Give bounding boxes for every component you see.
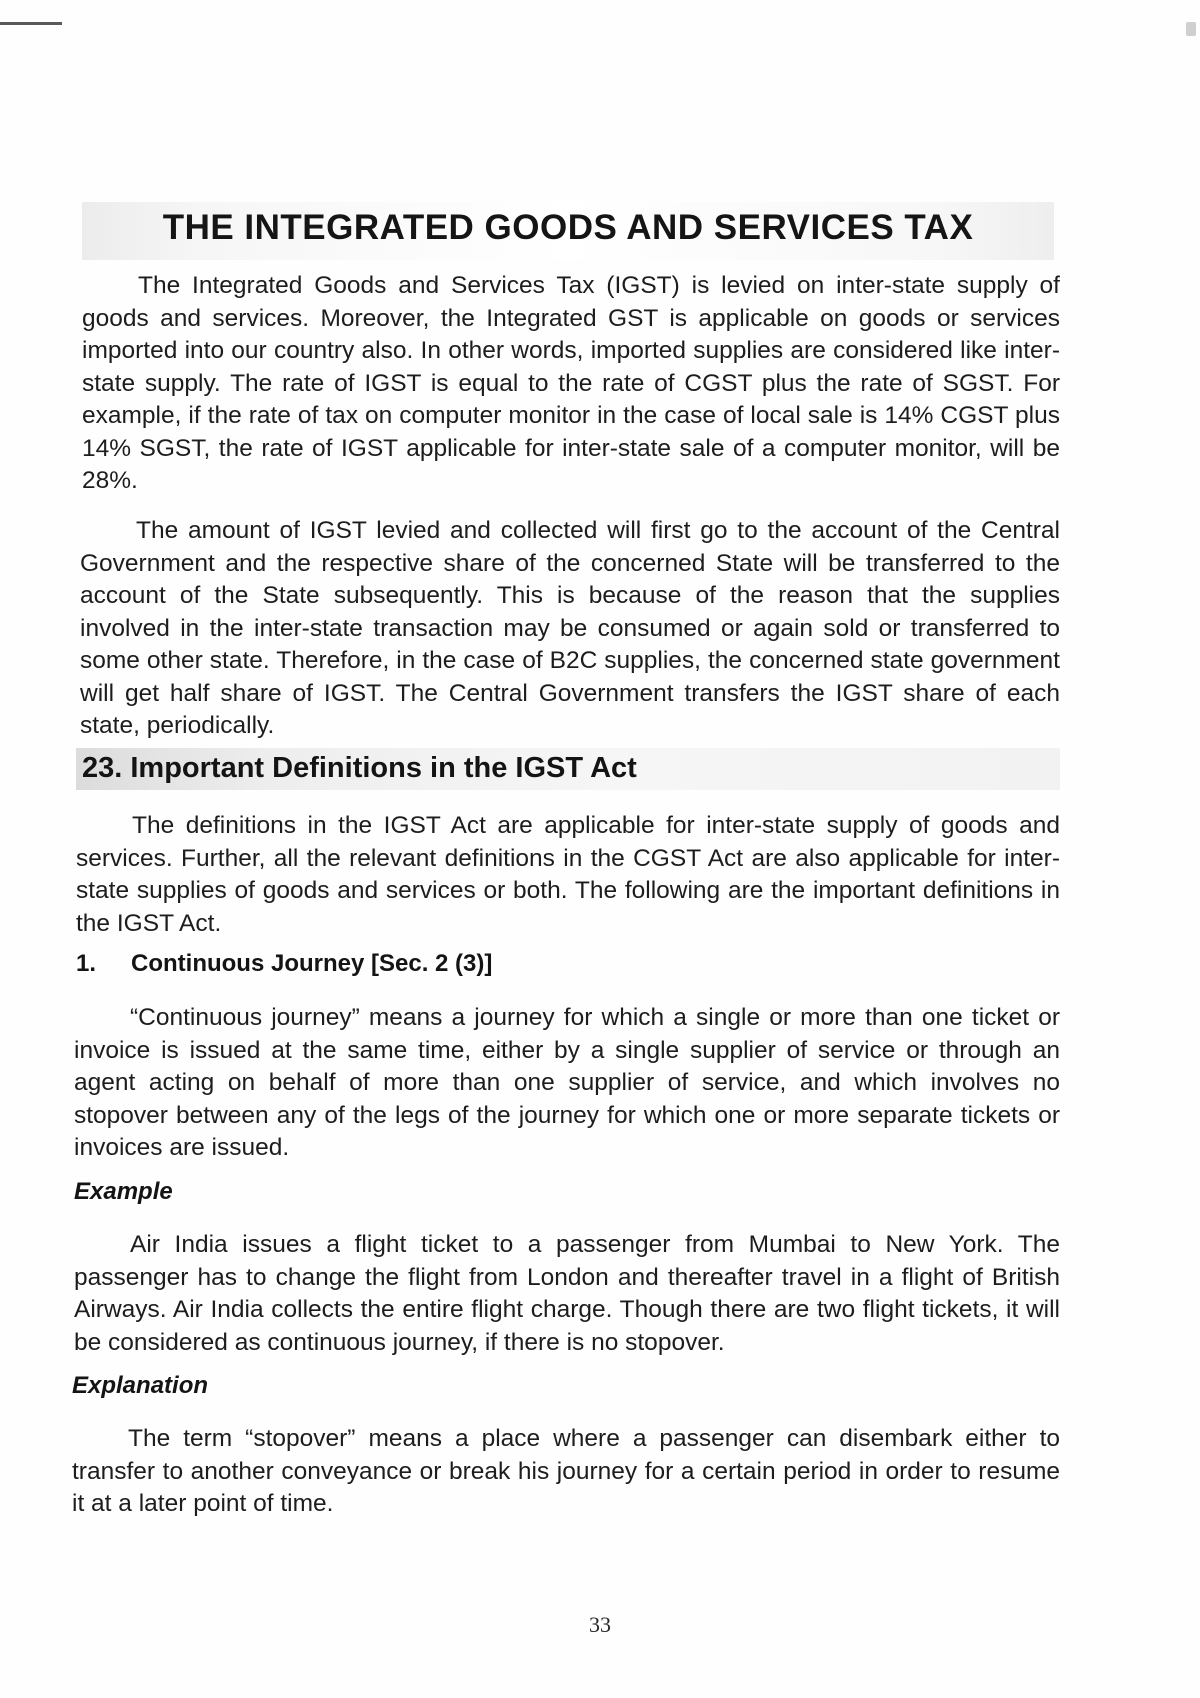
section-heading: 23. Important Definitions in the IGST Act (82, 752, 637, 784)
scan-edge-mark (0, 22, 62, 25)
page-title: THE INTEGRATED GOODS AND SERVICES TAX (162, 208, 974, 247)
explanation-label: Explanation (72, 1372, 209, 1399)
page-number: 33 (589, 1612, 611, 1637)
definition-title: Continuous Journey [Sec. 2 (3)] (131, 950, 493, 977)
intro-paragraph-1: The Integrated Goods and Services Tax (IGST) is levied on inter-state supply of goods and services. Moreover, the Integrated GST is applicable on goods or services imported into our country also. In other words, imported supplies are considered like inter-state supply. The rate of IGST is equal to the rate of CGST plus the rate of SGST. For example, if the rate of tax on computer monitor in the case of local sale is 14% CGST plus 14% SGST, the rate of IGST applicable for inter-state sale of a computer monitor, will be 28%. (82, 272, 1060, 494)
section-intro-paragraph: The definitions in the IGST Act are applicable for inter-state supply of goods and services. Further, all the relevant definitions in the CGST Act are also applicable for inter-state supplies of goods and services or both. The following are the important definitions in the IGST Act. (76, 812, 1060, 937)
definition-text: “Continuous journey” means a journey for which a single or more than one ticket or invoice is issued at the same time, either by a single supplier of service or through an agent acting on behalf of more than one supplier of service, and which involves no stopover between any of the legs of the journey for which one or more separate tickets or invoices are issued. (74, 1004, 1060, 1161)
definition-heading (76, 950, 492, 978)
example-label: Example (74, 1178, 173, 1205)
example-text: Air India issues a flight ticket to a passenger from Mumbai to New York. The passenger has to change the flight from London and thereafter travel in a flight of British Airways. Air India collects the entire flight charge. Though there are two flight tickets, it will be considered as continuous journey, if there is no stopover. (74, 1231, 1060, 1356)
definition-number: 1. (76, 950, 97, 977)
intro-paragraph-2: The amount of IGST levied and collected will first go to the account of the Central Government and the respective share of the concerned State will be transferred to the account of the State subsequently. This is because of the reason that the supplies involved in the inter-state transaction may be consumed or again sold or transferred to some other state. Therefore, in the case of B2C supplies, the concerned state government will get half share of IGST. The Central Government transfers the IGST share of each state, periodically. (80, 517, 1060, 739)
explanation-text: The term “stopover” means a place where a passenger can disembark either to transfer to another conveyance or break his journey for a certain period in order to resume it at a later point of time. (72, 1425, 1060, 1517)
scan-edge-mark-right (1186, 22, 1196, 36)
